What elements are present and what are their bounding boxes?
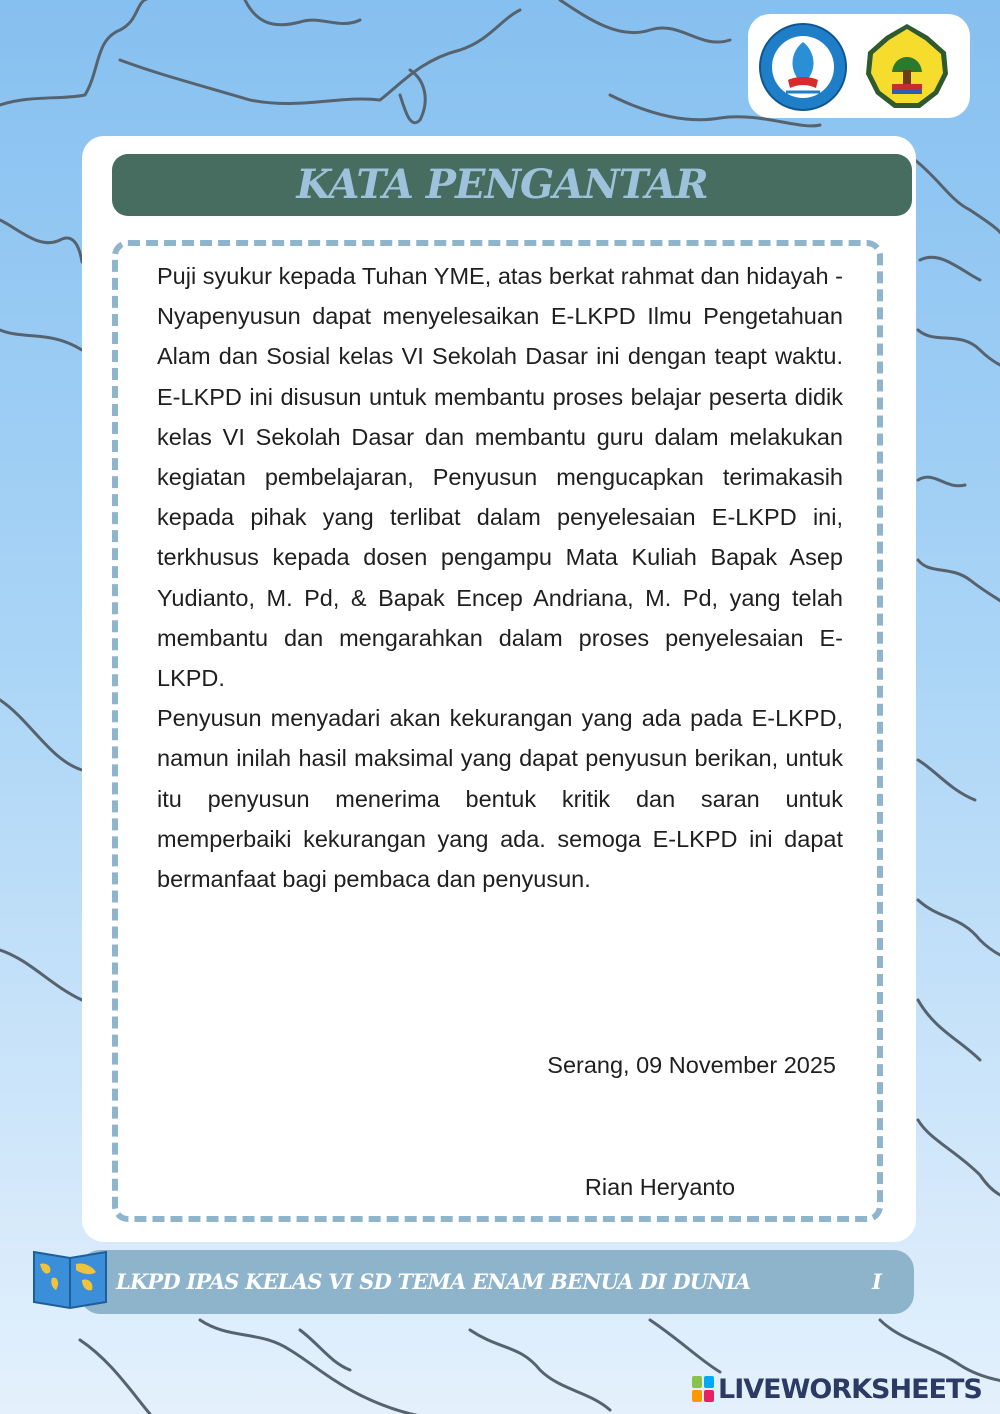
untirta-logo: [862, 22, 952, 112]
world-map-book-icon: [30, 1244, 110, 1310]
footer-title: LKPD IPAS KELAS VI SD TEMA ENAM BENUA DI DUNIA: [116, 1269, 751, 1294]
liveworksheets-brand: LIVEWORKSHEETS: [718, 1373, 982, 1405]
author-name: Rian Heryanto: [584, 1174, 736, 1200]
liveworksheets-logo-icon: [692, 1376, 714, 1402]
logo-panel: [748, 14, 970, 118]
tut-wuri-handayani-logo: [758, 22, 848, 112]
page-title: KATA PENGANTAR: [296, 161, 708, 208]
place-date: Serang, 09 November 2025: [547, 1052, 836, 1078]
preface-body: [157, 256, 843, 899]
title-banner: [112, 154, 912, 216]
paragraph-2: Penyusun menyadari akan kekurangan yang ada pada E-LKPD, namun inilah hasil maksimal yang dapat penyusun berikan, untuk itu penyusun menerima bentuk kritik dan saran untuk memperbaiki kekurangan yang ada. semoga E-LKPD ini dapat bermanfaat bagi pembaca dan penyusun.: [157, 705, 843, 893]
paragraph-1: Puji syukur kepada Tuhan YME, atas berkat rahmat dan hidayah -Nyapenyusun dapat menyelesaikan E-LKPD Ilmu Pengetahuan Alam dan Sosial kelas VI Sekolah Dasar ini dengan teapt waktu. E-LKPD ini disusun untuk membantu proses belajar peserta didik kelas VI Sekolah Dasar dan membantu guru dalam melakukan kegiatan pembelajaran, Penyusun mengucapkan terimakasih kepada pihak yang terlibat dalam penyelesaian E-LKPD ini, terkhusus kepada dosen pengampu Mata Kuliah Bapak Asep Yudianto, M. Pd, & Bapak Encep Andriana, M. Pd, yang telah membantu dan mengarahkan dalam proses penyelesaian E-LKPD.: [157, 263, 843, 692]
liveworksheets-watermark: [692, 1372, 982, 1406]
page-number: I: [872, 1269, 882, 1294]
